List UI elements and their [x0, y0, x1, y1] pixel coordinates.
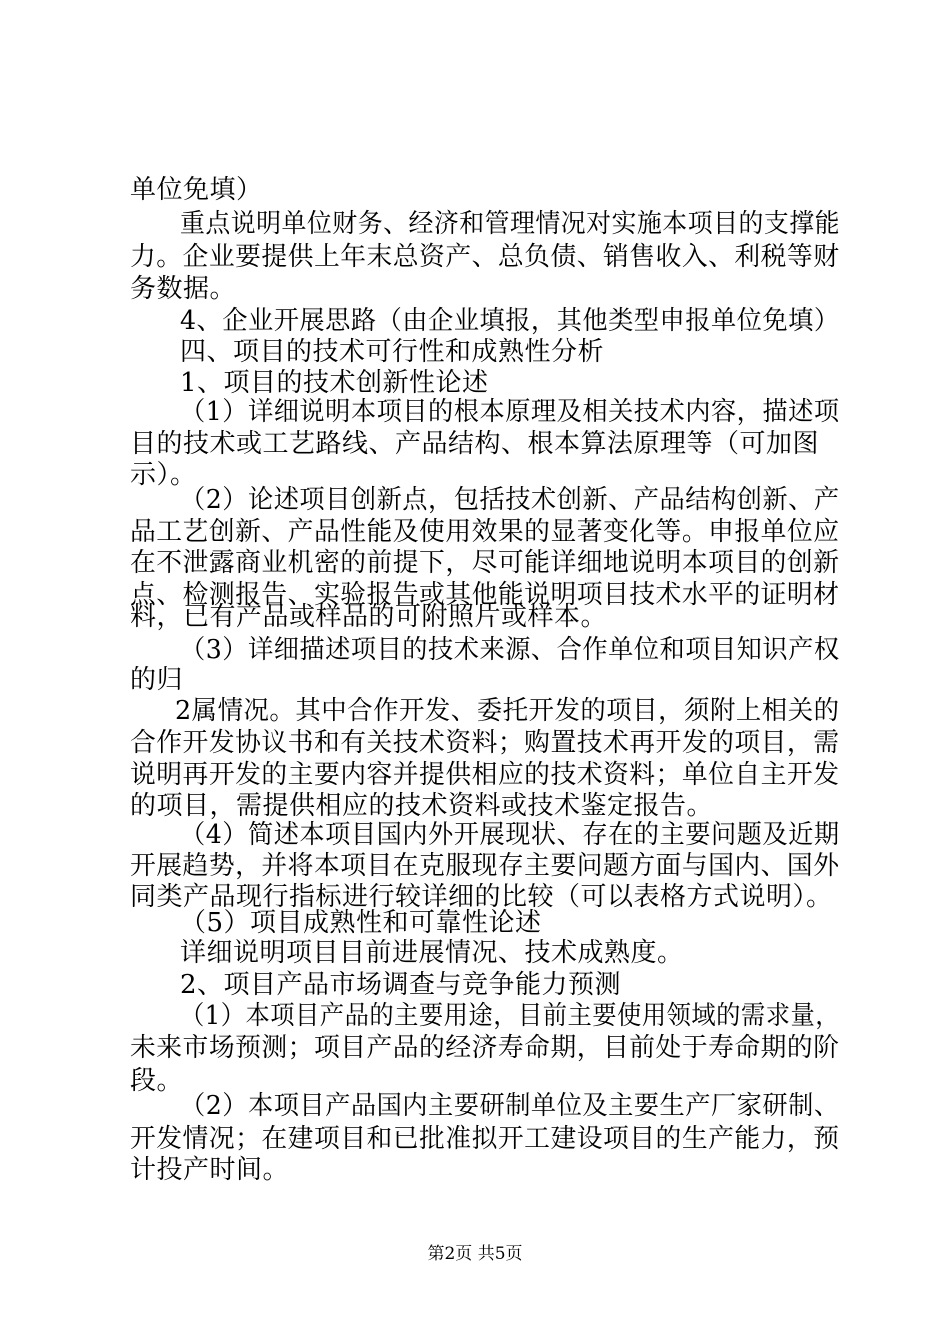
text-line: 同类产品现行指标进行较详细的比较（可以表格方式说明）。 — [130, 882, 833, 912]
text-line: （2）本项目产品国内主要研制单位及主要生产厂家研制、 — [180, 1091, 840, 1121]
text-line: 的归 — [130, 665, 184, 695]
text-line: 计投产时间。 — [130, 1155, 290, 1185]
text-line: 1、项目的技术创新性论述 — [180, 368, 489, 398]
text-line: 4、企业开展思路（由企业填报，其他类型申报单位免填） — [180, 306, 840, 336]
text-line: 在不泄露商业机密的前提下，尽可能详细地说明本项目的创新 — [130, 548, 840, 578]
page-number-footer: 第2页 共5页 — [427, 1244, 523, 1264]
text-line: 说明再开发的主要内容并提供相应的技术资料；单位自主开发 — [130, 760, 840, 790]
text-line: 料，已有产品或样品的可附照片或样本。 — [130, 602, 608, 632]
text-line: 开发情况；在建项目和已批准拟开工建设项目的生产能力，预 — [130, 1124, 840, 1154]
text-line: 详细说明项目目前进展情况、技术成熟度。 — [180, 938, 684, 968]
text-line: 段。 — [130, 1066, 184, 1096]
text-line: 点、检测报告、实验报告或其他能说明项目技术水平的证明材 — [130, 580, 840, 610]
text-line: 品工艺创新、产品性能及使用效果的显著变化等。申报单位应 — [130, 517, 840, 547]
text-line: 单位免填） — [130, 175, 263, 205]
text-line: 未来市场预测；项目产品的经济寿命期，目前处于寿命期的阶 — [130, 1033, 840, 1063]
text-line: 的项目，需提供相应的技术资料或技术鉴定报告。 — [130, 791, 714, 821]
text-line: （5）项目成熟性和可靠性论述 — [180, 908, 542, 938]
text-line: 2属情况。其中合作开发、委托开发的项目，须附上相关的 — [175, 696, 840, 726]
text-line: （3）详细描述项目的技术来源、合作单位和项目知识产权 — [180, 635, 840, 665]
text-line: （4）简述本项目国内外开展现状、存在的主要问题及近期 — [180, 820, 840, 850]
text-line: 目的技术或工艺路线、产品结构、根本算法原理等（可加图 — [130, 429, 820, 459]
text-line: 开展趋势，并将本项目在克服现存主要问题方面与国内、国外 — [130, 851, 840, 881]
text-line: 2、项目产品市场调查与竞争能力预测 — [180, 970, 622, 1000]
text-line: 四、项目的技术可行性和成熟性分析 — [180, 337, 605, 367]
text-line: （1）详细说明本项目的根本原理及相关技术内容，描述项 — [180, 397, 840, 427]
text-line: 重点说明单位财务、经济和管理情况对实施本项目的支撑能 — [180, 209, 841, 239]
text-line: （1）本项目产品的主要用途，目前主要使用领域的需求量， — [180, 1001, 841, 1031]
text-line: （2）论述项目创新点，包括技术创新、产品结构创新、产 — [180, 485, 840, 515]
text-line: 合作开发协议书和有关技术资料；购置技术再开发的项目，需 — [130, 728, 840, 758]
text-line: 力。企业要提供上年末总资产、总负债、销售收入、利税等财 — [130, 242, 840, 272]
text-line: 示）。 — [130, 460, 197, 490]
text-line: 务数据。 — [130, 274, 237, 304]
